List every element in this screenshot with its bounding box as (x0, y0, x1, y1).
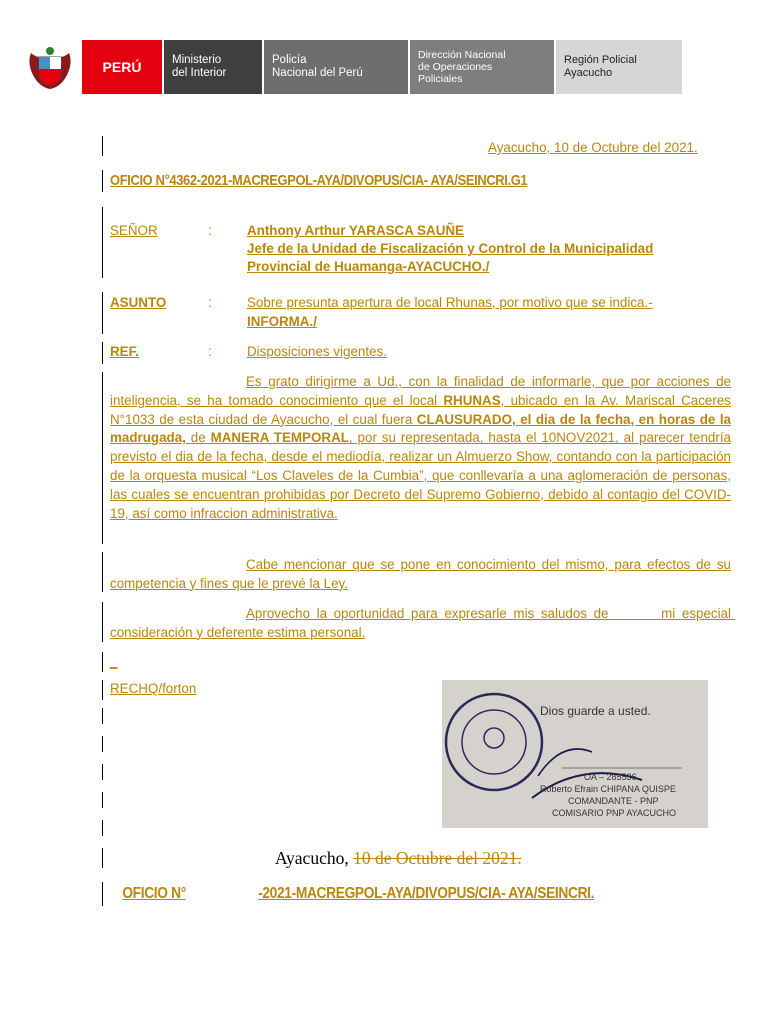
ministerio-line-1: Ministerio (172, 54, 222, 66)
senor-name: Anthony Arthur YARASCA SAUÑE (247, 223, 464, 238)
margin-mark (102, 764, 103, 780)
ref-text: Disposiciones vigentes. (247, 344, 387, 359)
signature-name: Roberto Efrain CHIPANA QUISPE (540, 784, 676, 794)
signature-code: OA – 285536 (584, 772, 637, 782)
date-line: Ayacucho, 10 de Octubre del 2021. (488, 140, 698, 155)
footer-city (275, 848, 522, 869)
peru-coat-of-arms-icon (20, 40, 80, 96)
senor-colon: : (208, 223, 212, 238)
margin-mark (102, 882, 103, 906)
margin-mark (102, 207, 103, 223)
margin-mark (102, 652, 103, 672)
signature-role: COMISARIO PNP AYACUCHO (552, 808, 677, 818)
p3-text: Aprovecho la oportunidad para expresarle mis saludos de mi especial consideración y deferente estima personal. (110, 606, 735, 640)
signature-greeting: Dios guarde a usted. (540, 704, 651, 718)
margin-mark (102, 708, 103, 724)
margin-mark (102, 736, 103, 752)
region-line-2: Ayacucho (564, 67, 613, 79)
margin-mark (102, 292, 103, 334)
p1-part-a: Es grato dirigirme a Ud., con la finalidad de informarle, que por acciones de inteligencia, se ha tomado conocimiento que el local (110, 374, 731, 408)
region-box (554, 40, 682, 94)
body-paragraph-2 (110, 556, 731, 594)
ref-colon: : (208, 344, 212, 359)
p2-text: Cabe mencionar que se pone en conocimiento del mismo, para efectos de su competencia y fines que le prevé la Ley. (110, 557, 731, 591)
p1-rhunas: RHUNAS (443, 392, 501, 408)
body-paragraph-3 (110, 605, 735, 643)
margin-mark (102, 848, 103, 868)
policia-line-2: Nacional del Perú (272, 67, 363, 79)
direccion-line-3: Policiales (418, 73, 463, 85)
initials: RECHQ/forton (110, 681, 197, 696)
senor-position-line-1: Jefe de la Unidad de Fiscalización y Control de la Municipalidad (247, 241, 654, 256)
policia-line-1: Policía (272, 54, 307, 66)
senor-label: SEÑOR (110, 223, 158, 238)
body-paragraph-1 (110, 373, 731, 523)
margin-mark (102, 136, 103, 156)
margin-mark (102, 342, 103, 364)
policia-box (262, 40, 408, 94)
footer-oficio-prefix: OFICIO N° (122, 885, 186, 902)
p1-part-b: , ubicado en la Av. Mariscal Caceres N°1033 de esta ciudad de Ayacucho, el cual fuera (110, 392, 731, 427)
footer-date: 10 de Octubre del 2021. (353, 848, 522, 868)
peru-label-box (80, 40, 162, 94)
asunto-text-line-2: INFORMA./ (247, 314, 317, 329)
p1-part-d: , por su representada, hasta el 10NOV2021, al parecer tendría previsto el dia de la fecha, desde el mediodía, realizar un Almuerzo Show, contando con la participación de la orquesta musical “Los Claveles de la Cumbia”, que conllevaría a una aglomeración de personas, las cuales se encuentran prohibidas por Decreto del Supremo Gobierno, debido al contagio del COVID-19, así como infraccion administrativa. (110, 430, 731, 521)
asunto-label: ASUNTO (110, 295, 167, 310)
asunto-colon: : (208, 295, 212, 310)
separator-dash: _ (110, 654, 118, 669)
ministerio-box (162, 40, 262, 94)
footer-oficio-suffix: -2021-MACREGPOL-AYA/DIVOPUS/CIA- AYA/SEINCRI. (258, 885, 595, 902)
oficio-number: OFICIO N°4362-2021-MACREGPOL-AYA/DIVOPUS/CIA- AYA/SEINCRI.G1 (110, 172, 528, 189)
margin-mark (102, 222, 103, 278)
header-banner (20, 40, 682, 96)
margin-mark (102, 680, 103, 700)
p1-manera-temporal: MANERA TEMPORAL (210, 430, 349, 446)
footer-oficio (112, 885, 594, 903)
margin-mark (102, 792, 103, 808)
asunto-text-line-1: Sobre presunta apertura de local Rhunas, por motivo que se indica.- (247, 295, 653, 310)
margin-mark (102, 372, 103, 544)
p1-part-c: de (185, 430, 211, 446)
signature-rank: COMANDANTE - PNP (568, 796, 659, 806)
ministerio-line-2: del Interior (172, 67, 227, 79)
region-line-1: Región Policial (564, 54, 637, 66)
ref-label: REF. (110, 344, 140, 359)
footer-city-text: Ayacucho, (275, 848, 354, 868)
p1-clausurado: CLAUSURADO, el dia de la fecha, en horas de la madrugada, (110, 411, 731, 446)
margin-mark (102, 552, 103, 592)
margin-mark (102, 820, 103, 836)
direccion-line-1: Dirección Nacional (418, 49, 506, 61)
peru-label: PERÚ (102, 58, 142, 75)
margin-mark (102, 602, 103, 642)
margin-mark (102, 170, 103, 192)
senor-position-line-2: Provincial de Huamanga-AYACUCHO./ (247, 259, 490, 274)
direccion-line-2: de Operaciones (418, 61, 493, 73)
direccion-box (408, 40, 554, 94)
signature-stamp-photo (442, 680, 708, 828)
